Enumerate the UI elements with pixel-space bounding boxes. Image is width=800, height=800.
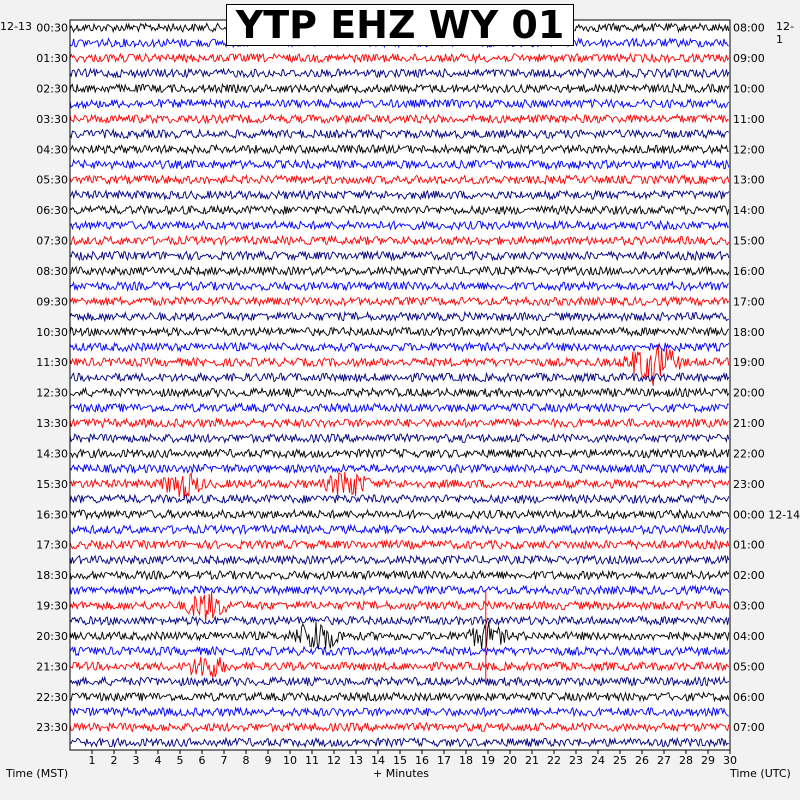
x-tick-label: 21 — [525, 754, 539, 767]
x-tick-label: 25 — [613, 754, 627, 767]
left-tick-label: 11:30 — [36, 356, 68, 370]
right-tick-label: 09:00 — [733, 52, 765, 66]
x-tick-label: 10 — [283, 754, 297, 767]
x-tick-label: 16 — [415, 754, 429, 767]
left-tick-label: 12:30 — [36, 386, 68, 400]
left-tick-label: 14:30 — [36, 447, 68, 461]
left-tick-label: 06:30 — [36, 204, 68, 218]
x-tick-label: 30 — [723, 754, 737, 767]
left-tick-label: 22:30 — [36, 690, 68, 704]
left-tick-label: 08:30 — [36, 264, 68, 278]
right-axis-title: Time (UTC) — [730, 767, 791, 780]
left-axis-title: Time (MST) — [6, 767, 69, 780]
x-tick-label: 1 — [88, 754, 96, 767]
right-tick-label: 08:00 — [733, 21, 765, 35]
left-tick-label: 04:30 — [36, 143, 68, 157]
left-tick-label: 07:30 — [36, 234, 68, 248]
start-date-left: 12-13 — [0, 20, 32, 33]
right-tick-label: 14:00 — [733, 204, 765, 218]
right-tick-label: 17:00 — [733, 295, 765, 309]
left-tick-label: 20:30 — [36, 629, 68, 643]
left-tick-label: 09:30 — [36, 295, 68, 309]
left-tick-label: 16:30 — [36, 508, 68, 522]
plot-area-background — [70, 20, 730, 750]
right-tick-label: 11:00 — [733, 112, 765, 126]
left-tick-label: 13:30 — [36, 417, 68, 431]
right-tick-label: 12:00 — [733, 143, 765, 157]
right-tick-label: 06:00 — [733, 690, 765, 704]
x-tick-label: 2 — [110, 754, 118, 767]
right-axis-ticks — [733, 22, 800, 735]
x-tick-label: 12 — [327, 754, 341, 767]
left-tick-label: 17:30 — [36, 538, 68, 552]
right-tick-label: 04:00 — [733, 629, 765, 643]
right-tick-label: 15:00 — [733, 234, 765, 248]
left-axis-ticks — [36, 22, 68, 735]
right-tick-label: 01:00 — [733, 538, 765, 552]
right-tick-label: 19:00 — [733, 356, 765, 370]
left-tick-label: 02:30 — [36, 82, 68, 96]
x-tick-label: 4 — [154, 754, 162, 767]
right-tick-label: 20:00 — [733, 386, 765, 400]
left-tick-label: 01:30 — [36, 52, 68, 66]
right-tick-label: 05:00 — [733, 660, 765, 674]
left-tick-label: 21:30 — [36, 660, 68, 674]
left-tick-label: 23:30 — [36, 721, 68, 735]
start-date-right: 12-1 — [776, 20, 794, 46]
chart-title: YTP EHZ WY 01 — [226, 4, 574, 46]
x-axis-title: + Minutes — [373, 767, 430, 780]
left-tick-label: 10:30 — [36, 325, 68, 339]
x-tick-label: 20 — [503, 754, 517, 767]
x-tick-label: 6 — [198, 754, 206, 767]
x-axis-ticks — [89, 750, 738, 767]
right-tick-label: 13:00 — [733, 173, 765, 187]
left-tick-label: 05:30 — [36, 173, 68, 187]
right-tick-label: 22:00 — [733, 447, 765, 461]
right-tick-label: 21:00 — [733, 417, 765, 431]
right-tick-label: 07:00 — [733, 721, 765, 735]
left-tick-label: 19:30 — [36, 599, 68, 613]
x-tick-label: 29 — [701, 754, 715, 767]
x-tick-label: 13 — [349, 754, 363, 767]
x-tick-label: 24 — [591, 754, 605, 767]
x-tick-label: 15 — [393, 754, 407, 767]
x-tick-label: 22 — [547, 754, 561, 767]
x-tick-label: 23 — [569, 754, 583, 767]
left-tick-label: 15:30 — [36, 477, 68, 491]
x-tick-label: 3 — [132, 754, 140, 767]
x-tick-label: 14 — [371, 754, 385, 767]
left-tick-label: 03:30 — [36, 112, 68, 126]
right-tick-label: 16:00 — [733, 264, 765, 278]
x-tick-label: 5 — [176, 754, 184, 767]
x-tick-label: 28 — [679, 754, 693, 767]
right-tick-label: 18:00 — [733, 325, 765, 339]
x-tick-label: 19 — [481, 754, 495, 767]
x-tick-label: 7 — [220, 754, 228, 767]
right-tick-label: 23:00 — [733, 477, 765, 491]
left-tick-label: 00:30 — [36, 21, 68, 35]
x-tick-label: 26 — [635, 754, 649, 767]
right-tick-label: 00:00 12-14 — [733, 508, 800, 522]
x-tick-label: 9 — [264, 754, 272, 767]
x-tick-label: 27 — [657, 754, 671, 767]
right-tick-label: 10:00 — [733, 82, 765, 96]
right-tick-label: 02:00 — [733, 569, 765, 583]
x-tick-label: 11 — [305, 754, 319, 767]
left-tick-label: 18:30 — [36, 569, 68, 583]
x-tick-label: 8 — [242, 754, 250, 767]
x-tick-label: 18 — [459, 754, 473, 767]
right-tick-label: 03:00 — [733, 599, 765, 613]
x-tick-label: 17 — [437, 754, 451, 767]
